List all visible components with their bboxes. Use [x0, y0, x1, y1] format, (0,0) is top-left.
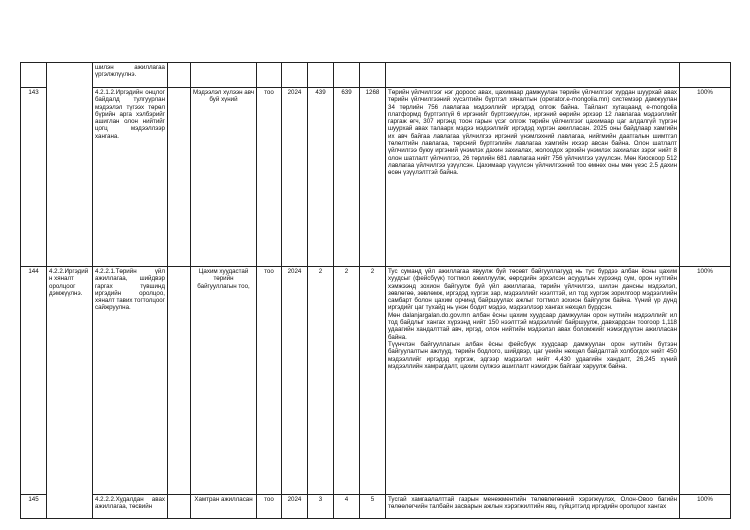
table-row [21, 88, 731, 267]
table-row [21, 495, 731, 519]
spacer-cell [168, 88, 191, 267]
indicator-text: шилэн ажиллагаа үргэлжлүүлнэ. [93, 63, 168, 88]
percent-cell: 100% [680, 88, 731, 267]
value-cell [308, 63, 334, 88]
report-text: Тус суманд үйл ажиллагаа явуулж буй төсөвт байгууллагууд нь тус бүрдээ албан ёсны цахим хуудсыг (фейсбүүк) тогтмол ажиллуулж, өөрсдийн эрхэлсэн асуудлын хүрээнд сум, орон нутгийн хэмжээнд зохион байгуулж буй үйл ажиллагаа, төрийн үйлчилгээ, шилэн дансны мэдээлэл, зөвлөгөө, зөвлөмж, иргэдэд хүргэх зар, мэдээллийг нээлттэй, ил тод хүргэж зорилгоор мэдээллийн самбарт болон цахим орчинд байршуулах ажлыг тогтмол зохион байгуулж байна. Үүний үр дүнд иргэдийг цаг тухайд нь үнэн бодит мэдээ, мэдээллээр хангах нөхцөл бүрдсэн. Мөн dalanjargalan.do.gov.mn албан ёсны цахим хуудсаар дамжуулан орон нутгийн мэдээллийг ил тод байдлыг хангах хүрээнд нийт 150 нээлттэй мэдээллийг байршуулж, давхардсан тоогоор 1,118 удаагийн хандалттай авч, иргэд, олон нийтийн мэдээлэл авах боломжийг нэмэгдүүлэн ажилласан байна. Түүнчлэн байгууллагын албан ёсны фейсбүүк хуудсаар дамжуулан орон нутгийн бүтээн байгуулалтын ажлууд, төрийн бодлого, шийдвэр, цаг үеийн нөхцөл байдалтай холбогдох нийт 450 мэдээллийг иргэдэд хүргэж, эдгээр мэдээлэл нийт 4,430 удаагийн хандалт, 26,245 хүний мэдээллийн хамрагдалт, цахим сүлжээ ашиглалт нэмэгдэж байгааг харуулж байна. [386, 267, 680, 495]
value-cell: 2 [334, 267, 360, 495]
measure-text: Хамтран ажилласан [191, 495, 257, 519]
value-cell: 3 [308, 495, 334, 519]
row-number: 144 [21, 267, 47, 495]
indicator-text: 4.2.2.2.Худалдан авах ажиллагаа, төсвийн [93, 495, 168, 519]
year-cell: 2024 [282, 267, 308, 495]
table-row [21, 267, 731, 495]
measure-text [191, 63, 257, 88]
sub-objective: 4.2.2.Иргэдийн хяналт оролцоог дэмжүүлнэ. [47, 267, 93, 519]
report-text [386, 63, 680, 88]
unit-cell: тоо [257, 267, 282, 495]
report-text: Төрийн үйлчилгээг нэг дороос авах, цахимаар дамжуулан төрийн үйлчилгээг хурдан шуурхай авах төрийн үйлчилгээний хүсэлтийн бүртгэл хяналтын (operator.e-mongolia.mn) системээр дамжуулан 34 төрлийн 756 лавлагаа мэдээллийг иргэдэд олгож байна. Тайлант хугацаанд e-mongolia платформд бүртгэлгүй 6 иргэнийг бүртгэжүүлэн, иргэний өөрийн эрхээр 12 лавлагаа мэдээллийг гаргаж өгч, 307 иргэнд тоон гарын үсэг олгож төрийн үйлчилгээг цахимаар цаг алдалгүй түргэн шуурхай авах талаарх мэдээ мэдээллийг иргэдэд хүргэн ажилласан. 2025 оны байдлаар хамгийн их авч байгаа лавлагаа үйлчилгээ иргэний үнэмлэхний лавлагаа, нийгмийн даатгалын шимтгэл төлөлтийн лавлагаа, төрсний бүртгэлийн лавлагаа хамгийн ихээр авсан байна. Олон шатлалт үйлчилгээ буюу иргэний үнэмлэх дахин захиалах, жолоодох эрхийн үнэмлэх захиалах зэрэг нийт 8 олон шатлалт үйлчилгээ, 26 төрлийн 681 лавлагаа нийт 756 үйлчилгээ үзүүлсэн. Мөн Киоскоор 512 лавлагаа үйлчилгээ үзүүлсэн. Цахимаар үзүүлсэн үйлчилгээний тоо өмнөх оны мөн үеэс 2.5 дахин өсөн үзүүлэлттэй байна. [386, 88, 680, 267]
unit-cell [257, 63, 282, 88]
row-number [21, 63, 47, 88]
value-cell: 1268 [360, 88, 386, 267]
spacer-cell [168, 267, 191, 495]
unit-cell: тоо [257, 495, 282, 519]
table-row [21, 63, 731, 88]
value-cell: 4 [334, 495, 360, 519]
year-cell [282, 63, 308, 88]
value-cell: 5 [360, 495, 386, 519]
row-number: 145 [21, 495, 47, 519]
report-text: Тусгай хамгаалалттай газрын менежментийн төлөвлөгөөний хэрэгжүүлэх, Олон-Овоо багийн төлөөлөгчийн талбайн засварын ажлын хэрэгжилтийн явц, гүйцэтгэлд иргэдийн оролцоог хангах [386, 495, 680, 519]
measure-text: Цахим хуудастай төрийн байгууллагын тоо, [191, 267, 257, 495]
measure-text: Мэдээлэл хүлээн авч буй хүний [191, 88, 257, 267]
spacer-cell [168, 495, 191, 519]
unit-cell: тоо [257, 88, 282, 267]
year-cell: 2024 [282, 495, 308, 519]
row-number: 143 [21, 88, 47, 267]
indicator-text: 4.2.1.2.Иргэдийн онцлог байдалд тулгуурлан мэдээлэл түгээх төрөл бүрийн арга хэлбэрийг ашиглан олон нийтийг цогц мэдээллээр хангана. [93, 88, 168, 267]
value-cell: 639 [334, 88, 360, 267]
value-cell: 2 [360, 267, 386, 495]
value-cell: 2 [308, 267, 334, 495]
year-cell: 2024 [282, 88, 308, 267]
percent-cell [680, 63, 731, 88]
value-cell [360, 63, 386, 88]
spacer-cell [168, 63, 191, 88]
sub-objective [47, 63, 93, 267]
percent-cell: 100% [680, 495, 731, 519]
value-cell [334, 63, 360, 88]
percent-cell: 100% [680, 267, 731, 495]
report-table [20, 62, 731, 519]
value-cell: 439 [308, 88, 334, 267]
indicator-text: 4.2.2.1.Төрийн үйл ажиллагаа, шийдвэр гаргах түвшинд иргэдийн оролцоо, хяналт тавих тогтолцоог сайжруулна. [93, 267, 168, 495]
